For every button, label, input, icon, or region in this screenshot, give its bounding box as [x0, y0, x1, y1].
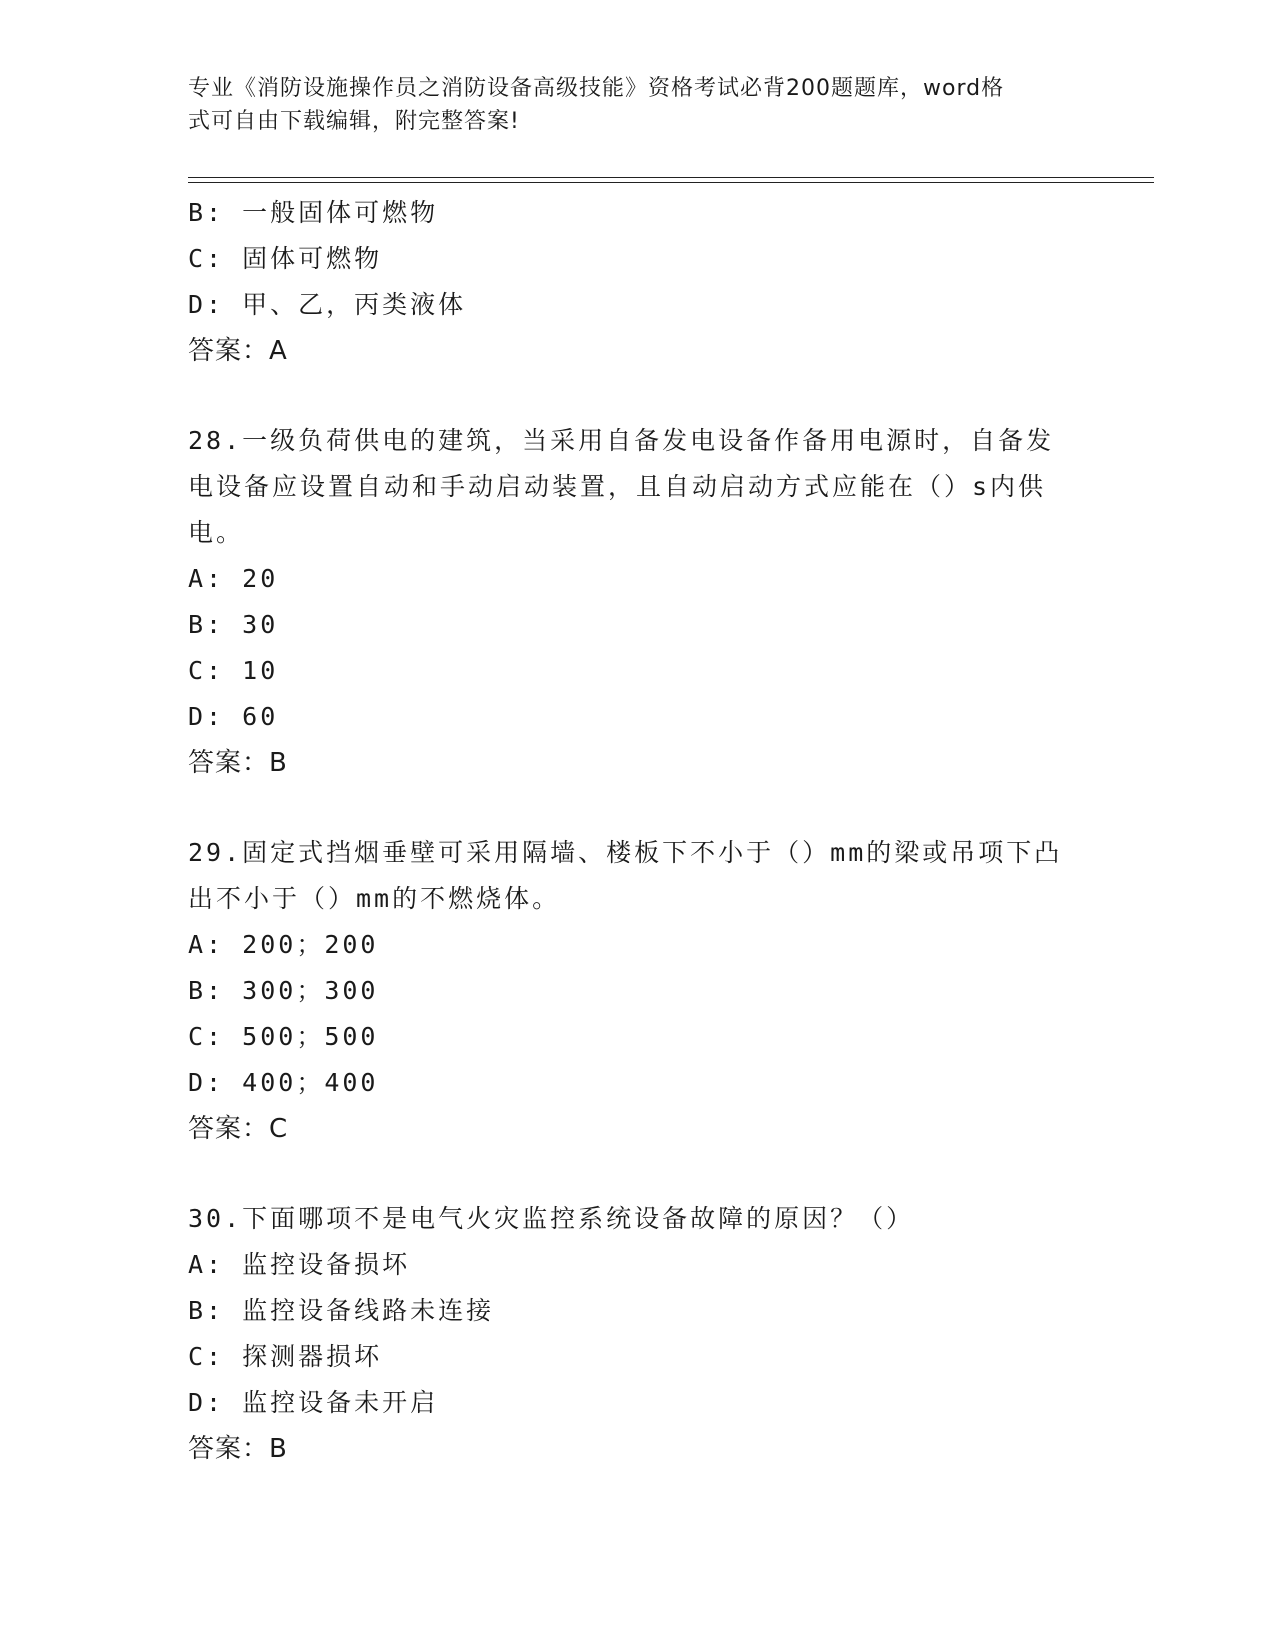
option-label: B: — [188, 610, 225, 639]
option-label: B: — [188, 1296, 225, 1325]
option-text: 200；200 — [242, 930, 379, 959]
option-text: 监控设备未开启 — [242, 1388, 439, 1417]
option-c — [188, 1014, 1088, 1060]
option-label: C: — [188, 1342, 225, 1371]
question-28 — [188, 418, 1088, 786]
option-text: 甲、乙，丙类液体 — [242, 290, 467, 319]
option-a — [188, 556, 1088, 602]
option-label: D: — [188, 1388, 225, 1417]
question-29 — [188, 830, 1088, 1152]
header-title-line-1: 专业《消防设施操作员之消防设备高级技能》资格考试必背200题题库，word格 — [188, 76, 1005, 101]
option-c — [188, 236, 1088, 282]
option-b — [188, 968, 1088, 1014]
answer-line: 答案：A — [188, 336, 288, 366]
option-text: 一般固体可燃物 — [242, 198, 439, 227]
option-label: D: — [188, 290, 225, 319]
option-label: B: — [188, 976, 225, 1005]
question-27-continued — [188, 190, 1088, 374]
header-title-line-2: 式可自由下载编辑，附完整答案! — [188, 109, 520, 134]
option-text: 监控设备线路未连接 — [242, 1296, 495, 1325]
answer-line: 答案：B — [188, 1434, 288, 1464]
question-stem-line: 28.一级负荷供电的建筑，当采用自备发电设备作备用电源时，自备发 — [188, 426, 1055, 455]
option-label: A: — [188, 930, 225, 959]
question-stem-line: 电设备应设置自动和手动启动装置，且自动启动方式应能在（）s内供 — [188, 472, 1047, 501]
option-c — [188, 1334, 1088, 1380]
option-label: C: — [188, 1022, 225, 1051]
option-label: C: — [188, 244, 225, 273]
option-b — [188, 1288, 1088, 1334]
document-header — [188, 72, 1088, 138]
option-a — [188, 1242, 1088, 1288]
option-d — [188, 1060, 1088, 1106]
option-text: 10 — [242, 656, 279, 685]
answer-line: 答案：C — [188, 1114, 289, 1144]
option-label: D: — [188, 702, 225, 731]
header-divider-bottom — [188, 182, 1154, 183]
option-text: 固体可燃物 — [242, 244, 383, 273]
option-b — [188, 190, 1088, 236]
option-text: 20 — [242, 564, 279, 593]
option-c — [188, 648, 1088, 694]
option-text: 30 — [242, 610, 279, 639]
question-30 — [188, 1196, 1088, 1472]
question-stem-line: 电。 — [188, 518, 245, 547]
question-stem-line: 30.下面哪项不是电气火灾监控系统设备故障的原因？（） — [188, 1204, 915, 1233]
option-label: D: — [188, 1068, 225, 1097]
option-label: A: — [188, 564, 225, 593]
option-text: 500；500 — [242, 1022, 379, 1051]
option-label: A: — [188, 1250, 225, 1279]
option-label: B: — [188, 198, 225, 227]
question-list — [188, 190, 1088, 1472]
answer-line: 答案：B — [188, 748, 288, 778]
option-label: C: — [188, 656, 225, 685]
option-text: 监控设备损坏 — [242, 1250, 411, 1279]
option-d — [188, 1380, 1088, 1426]
option-a — [188, 922, 1088, 968]
option-b — [188, 602, 1088, 648]
option-text: 400；400 — [242, 1068, 379, 1097]
header-divider-top — [188, 177, 1154, 178]
option-text: 60 — [242, 702, 279, 731]
option-text: 探测器损坏 — [242, 1342, 383, 1371]
option-d — [188, 694, 1088, 740]
question-stem-line: 29.固定式挡烟垂壁可采用隔墙、楼板下不小于（）mm的梁或吊项下凸 — [188, 838, 1063, 867]
option-text: 300；300 — [242, 976, 379, 1005]
option-d — [188, 282, 1088, 328]
question-stem-line: 出不小于（）mm的不燃烧体。 — [188, 884, 561, 913]
